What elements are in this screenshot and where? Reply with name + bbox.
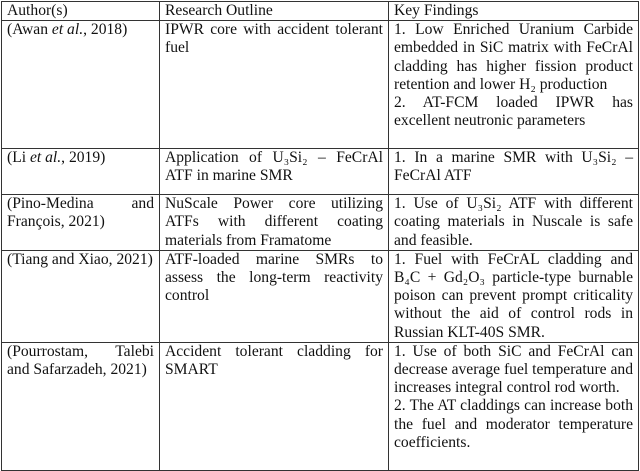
finding: 2. AT-FCM loaded IPWR has excellent neutronic parameters xyxy=(394,94,633,130)
findings-cell xyxy=(389,149,639,195)
finding: 1. Fuel with FeCrAL cladding and B₄C + Gd₂O₃ particle-type burnable poison can prevent prompt criticality without the aid of control rods in Russian KLT-40S SMR. xyxy=(394,250,633,341)
finding: 2. The AT claddings can increase both the fuel and moderator temperature coefficients. xyxy=(394,397,633,451)
finding: 1. In a marine SMR with U₃Si₂ – FeCrAl ATF xyxy=(394,149,633,185)
table-row xyxy=(2,342,639,470)
findings-cell xyxy=(389,195,639,251)
author-etal: et al. xyxy=(29,149,62,167)
author-cell: (Pourrostam, Talebi and Safarzadeh, 2021) xyxy=(2,342,160,470)
author-cell xyxy=(2,21,160,149)
author-text: (Li xyxy=(7,149,30,167)
outline-cell: Application of U₃Si₂ – FeCrAl ATF in marine SMR xyxy=(160,149,389,195)
author-text: (Awan xyxy=(7,21,52,39)
author-cell: (Pino-Medina and François, 2021) xyxy=(2,195,160,251)
table-row xyxy=(2,21,639,149)
author-etal: et al. xyxy=(51,21,84,39)
table-row xyxy=(2,149,639,195)
finding: 1. Use of U₃Si₂ ATF with different coating materials in Nuscale is safe and feasible. xyxy=(394,195,633,249)
author-cell: (Tiang and Xiao, 2021) xyxy=(2,250,160,342)
outline-cell: IPWR core with accident tolerant fuel xyxy=(160,21,389,149)
outline-cell: Accident tolerant cladding for SMART xyxy=(160,342,389,470)
author-cell xyxy=(2,149,160,195)
author-year: , 2018) xyxy=(83,21,128,39)
header-authors: Author(s) xyxy=(2,2,160,21)
table-row xyxy=(2,250,639,342)
findings-cell xyxy=(389,21,639,149)
table-row xyxy=(2,195,639,251)
findings-cell xyxy=(389,342,639,470)
outline-cell: ATF-loaded marine SMRs to assess the long-term reactivity control xyxy=(160,250,389,342)
finding: 1. Use of both SiC and FeCrAl can decrease average fuel temperature and increases integral control rod worth. xyxy=(394,342,633,397)
outline-cell: NuScale Power core utilizing ATFs with different coating materials from Framatome xyxy=(160,195,389,251)
header-findings: Key Findings xyxy=(389,2,639,21)
header-outline: Research Outline xyxy=(160,2,389,21)
findings-cell xyxy=(389,250,639,342)
author-year: , 2019) xyxy=(61,149,106,167)
header-row xyxy=(2,2,639,21)
literature-table xyxy=(1,1,639,471)
finding: 1. Low Enriched Uranium Carbide embedded in SiC matrix with FeCrAl cladding has higher fission product retention and lower H₂ production xyxy=(394,21,633,93)
